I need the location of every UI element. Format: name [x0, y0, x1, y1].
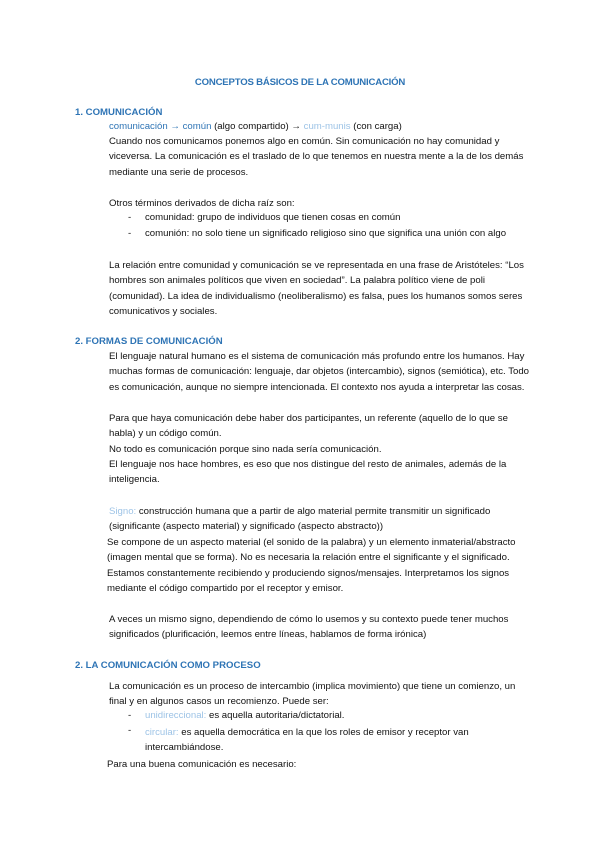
paragraph: Se compone de un aspecto material (el sonido de la palabra) y un elemento inmaterial/abstracto (imagen mental que se forma). No es necesaria la relación entre el significante y el significado. Estamos constantemente recibiendo y produciendo signos/mensajes. Interpretamos los signos mediante el código compartido por el receptor y emisor. [107, 537, 516, 595]
section-heading-comunicacion: 1. COMUNICACIÓN [75, 107, 163, 118]
list-term-def: es aquella autoritaria/dictatorial. [206, 710, 345, 721]
etymology-line [109, 119, 534, 134]
signo-text: construcción humana que a partir de algo material permite transmitir un significado (significante (aspecto material) y significado (aspecto abstracto)) [109, 506, 491, 533]
document-title: CONCEPTOS BÁSICOS DE LA COMUNICACIÓN [194, 77, 406, 88]
paragraph: La relación entre comunidad y comunicación se ve representada en una frase de Aristóteles: “Los hombres son animales políticos que viven en sociedad”. La palabra político viene de poli (comunidad). La idea de individualismo (neoliberalismo) es falsa, pues los humanos somos seres comunicativos y sociales. [109, 260, 524, 318]
etym-word-cum-munis: cum-munis [303, 121, 351, 132]
paragraph: No todo es comunicación porque sino nada sería comunicación. [109, 444, 382, 455]
paragraph: Para una buena comunicación es necesario: [107, 759, 297, 770]
list-dash: - [128, 725, 132, 736]
paragraph: La comunicación es un proceso de intercambio (implica movimiento) que tiene un comienzo, un final y en algunos casos un recomienzo. Puede ser: [109, 681, 516, 708]
signo-term: Signo: [109, 506, 137, 517]
list-dash: - [128, 212, 132, 223]
section-heading-proceso: 2. LA COMUNICACIÓN COMO PROCESO [75, 660, 261, 671]
list-text: comunión: no solo tiene un significado religioso sino que significa una unión con algo [145, 228, 507, 239]
list-term: circular: [145, 727, 179, 738]
list-text [145, 710, 344, 721]
paragraph: Otros términos derivados de dicha raíz son: [109, 198, 295, 209]
list-term: unidireccional: [145, 710, 207, 721]
etym-word-comun: común [182, 121, 212, 132]
etym-arrow: → [167, 121, 183, 132]
paragraph: A veces un mismo signo, dependiendo de cómo lo usemos y su contexto puede tener muchos significados (plurificación, leemos entre líneas, hablamos de forma irónica) [109, 614, 509, 641]
etym-text-1: (algo compartido) → [211, 121, 304, 132]
list-term-def: es aquella democrática en la que los roles de emisor y receptor van intercambiándose. [145, 727, 469, 754]
list-dash: - [128, 710, 132, 721]
paragraph: El lenguaje nos hace hombres, es eso que nos distingue del resto de animales, además de la inteligencia. [109, 459, 507, 486]
section-heading-formas: 2. FORMAS DE COMUNICACIÓN [75, 336, 223, 347]
etym-text-2: (con carga) [350, 121, 402, 132]
paragraph: El lenguaje natural humano es el sistema de comunicación más profundo entre los humanos. Hay muchas formas de comunicación: lenguaje, dar objetos (intercambio), signos (semiótica), etc. Todo es comunicación, aunque no siempre intencionada. El contexto nos ayuda a interpretar las cosas. [109, 351, 530, 393]
list-dash: - [128, 228, 132, 239]
list-text [145, 725, 515, 756]
paragraph: Para que haya comunicación debe haber dos participantes, un referente (aquello de lo que se habla) y un código común. [109, 413, 508, 440]
etym-word-comunicacion: comunicación [109, 121, 168, 132]
list-text: comunidad: grupo de individuos que tienen cosas en común [145, 212, 401, 223]
signo-definition [109, 504, 534, 535]
paragraph: Cuando nos comunicamos ponemos algo en común. Sin comunicación no hay comunidad y viceversa. La comunicación es el traslado de lo que tenemos en nuestra mente a la de los demás mediante una serie de procesos. [109, 136, 524, 178]
